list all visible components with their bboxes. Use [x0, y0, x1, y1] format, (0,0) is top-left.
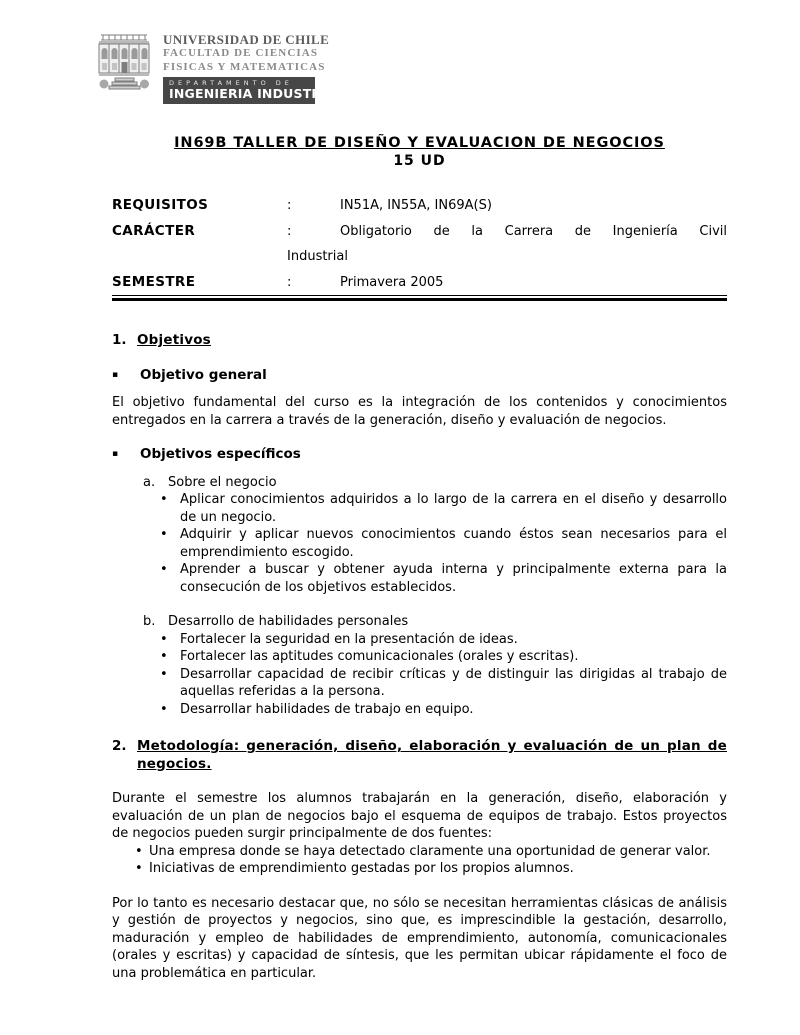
- list-letter: b.: [143, 614, 156, 629]
- square-bullet-icon: ▪: [112, 449, 119, 459]
- metodologia-paragraph-1: Durante el semestre los alumnos trabajarán en la generación, diseño, elaboración y evaluación de un plan de negocios bajo el esquema de equipos de trabajo. Estos proyectos de negocios pueden surgir principalmente de dos fuentes:: [112, 791, 727, 841]
- round-bullet-icon: •: [135, 843, 143, 859]
- faculty-line-1: FACULTAD DE CIENCIAS: [163, 47, 319, 59]
- department-label: DEPARTAMENTO DE: [169, 79, 293, 87]
- section-1-heading: [112, 332, 727, 350]
- list-item-text: Una empresa donde se haya detectado claramente una oportunidad de generar valor.: [149, 843, 711, 859]
- course-info-table: [112, 193, 727, 301]
- course-title: IN69B TALLER DE DISEÑO Y EVALUACION DE NEGOCIOS: [174, 135, 665, 151]
- course-units: 15 UD: [393, 153, 446, 169]
- round-bullet-icon: •: [160, 701, 168, 717]
- info-separator: :: [287, 198, 292, 213]
- objetivos-especificos-heading: [112, 446, 727, 464]
- round-bullet-icon: •: [160, 631, 168, 647]
- info-value-continuation: Industrial: [287, 249, 348, 264]
- round-bullet-icon: •: [160, 666, 168, 682]
- department-name: INGENIERIA INDUSTRIAL: [169, 86, 345, 101]
- list-item-text: Aprender a buscar y obtener ayuda interna y principalmente externa para la consecución de los objetivos establecidos.: [180, 562, 727, 595]
- list-item-text: Desarrollar capacidad de recibir críticas y de distinguir las dirigidas al trabajo de aquellas referidas a la persona.: [180, 666, 727, 699]
- round-bullet-icon: •: [135, 861, 143, 876]
- info-label: REQUISITOS: [112, 197, 209, 213]
- subsection-title: Objetivo general: [140, 366, 267, 383]
- subsection-title: Objetivos específicos: [140, 446, 301, 462]
- list-item-text: Adquirir y aplicar nuevos conocimientos cuando éstos sean necesarios para el emprendimiento escogido.: [180, 527, 727, 560]
- section-number: 2.: [112, 738, 127, 754]
- list-item: [112, 843, 727, 861]
- university-building-icon: [97, 33, 151, 93]
- list-letter: a.: [143, 474, 156, 490]
- section-2-heading: [112, 738, 727, 773]
- faculty-line-2: FISICAS Y MATEMATICAS: [163, 60, 326, 73]
- round-bullet-icon: •: [160, 562, 168, 577]
- list-item-text: Fortalecer las aptitudes comunicacionales (orales y escritas).: [180, 649, 579, 664]
- list-b-heading: [112, 613, 727, 631]
- list-item: [112, 491, 727, 526]
- list-item: [112, 526, 727, 561]
- list-a-heading: [112, 474, 727, 492]
- info-separator: :: [287, 223, 292, 239]
- section-number: 1.: [112, 332, 127, 348]
- university-name: UNIVERSIDAD DE CHILE: [163, 32, 330, 47]
- department-banner: [163, 77, 345, 104]
- info-value: Obligatorio de la Carrera de Ingeniería Civil: [340, 223, 727, 239]
- info-row-semestre: [112, 270, 727, 297]
- round-bullet-icon: •: [160, 527, 168, 542]
- square-bullet-icon: ▪: [112, 369, 119, 380]
- section-title: Objetivos: [137, 332, 211, 348]
- info-label: CARÁCTER: [112, 222, 196, 239]
- section-divider: [112, 298, 727, 301]
- info-row-caracter: [112, 219, 727, 245]
- list-item-text: Fortalecer la seguridad en la presentación de ideas.: [180, 631, 518, 647]
- objetivo-general-paragraph: El objetivo fundamental del curso es la integración de los contenidos y conocimientos entregados en la carrera a través de la generación, diseño y evaluación de negocios.: [112, 395, 727, 428]
- info-row-requisitos: [112, 193, 727, 219]
- info-value: Primavera 2005: [340, 274, 444, 290]
- list-title: Sobre el negocio: [168, 474, 277, 490]
- list-item-text: Desarrollar habilidades de trabajo en equipo.: [180, 701, 474, 717]
- list-item: [112, 648, 727, 666]
- info-label: SEMESTRE: [112, 273, 196, 290]
- logo-text-block: [163, 32, 345, 104]
- round-bullet-icon: •: [160, 649, 168, 664]
- round-bullet-icon: •: [160, 492, 168, 507]
- metodologia-paragraph-2: Por lo tanto es necesario destacar que, no sólo se necesitan herramientas clásicas de análisis y gestión de proyectos y negocios, sino que, es imprescindible la gestación, desarrollo, maduración y empleo de habilidades de emprendimiento, autonomía, comunicacionales (orales y escritas) y capacidad de síntesis, que les permitan ubicar rápidamente el foco de una problemática en particular.: [112, 895, 727, 981]
- list-item-text: Aplicar conocimientos adquiridos a lo largo de la carrera en el diseño y desarrollo de un negocio.: [180, 492, 727, 525]
- list-title: Desarrollo de habilidades personales: [168, 614, 409, 629]
- objetivo-general-heading: [112, 367, 727, 385]
- list-item: [112, 561, 727, 596]
- list-item: [112, 666, 727, 701]
- info-value: IN51A, IN55A, IN69A(S): [340, 198, 492, 213]
- list-item-text: Iniciativas de emprendimiento gestadas por los propios alumnos.: [149, 861, 574, 876]
- list-item: [112, 701, 727, 719]
- section-title: Metodología: generación, diseño, elaboración y evaluación de un plan de negocios.: [137, 738, 727, 772]
- list-item: [112, 631, 727, 649]
- list-item: [112, 860, 727, 878]
- university-logo: [97, 32, 727, 104]
- info-separator: :: [287, 274, 292, 290]
